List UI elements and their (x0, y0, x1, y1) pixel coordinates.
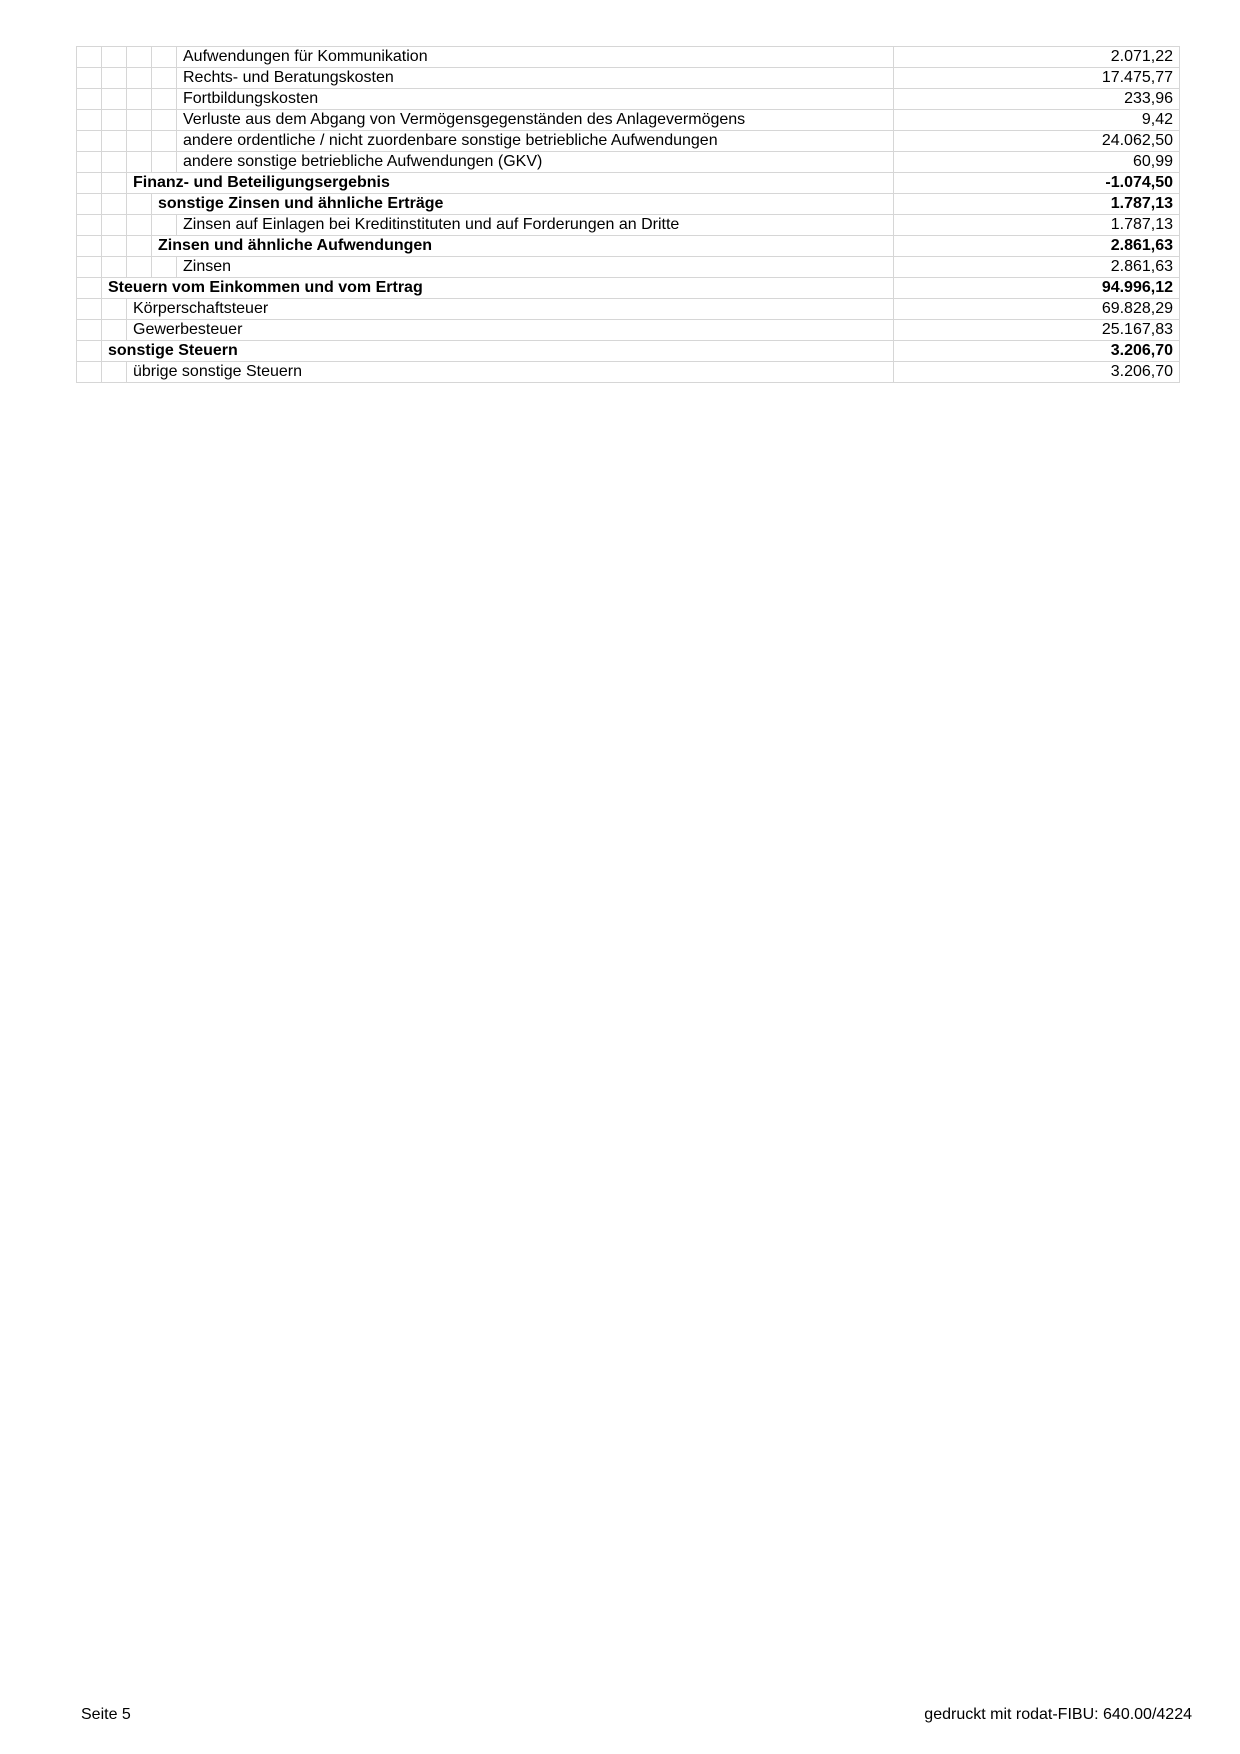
row-label: Fortbildungskosten (177, 89, 894, 110)
row-label: Zinsen (177, 257, 894, 278)
row-amount: 9,42 (894, 110, 1180, 131)
indent-cell (152, 215, 177, 236)
row-amount: 2.861,63 (894, 257, 1180, 278)
row-label: Zinsen und ähnliche Aufwendungen (152, 236, 894, 257)
indent-cell (127, 89, 152, 110)
indent-cell (77, 278, 102, 299)
indent-cell (77, 47, 102, 68)
indent-cell (127, 236, 152, 257)
table-row (77, 215, 1180, 236)
indent-cell (152, 110, 177, 131)
row-amount: 1.787,13 (894, 194, 1180, 215)
indent-cell (102, 68, 127, 89)
indent-cell (152, 47, 177, 68)
row-amount: 17.475,77 (894, 68, 1180, 89)
indent-cell (102, 236, 127, 257)
indent-cell (77, 215, 102, 236)
indent-cell (102, 131, 127, 152)
row-label: Aufwendungen für Kommunikation (177, 47, 894, 68)
row-label: Rechts- und Beratungskosten (177, 68, 894, 89)
table-row (77, 152, 1180, 173)
indent-cell (77, 173, 102, 194)
indent-cell (127, 110, 152, 131)
table-row (77, 236, 1180, 257)
indent-cell (102, 152, 127, 173)
row-label: Verluste aus dem Abgang von Vermögensgegenständen des Anlagevermögens (177, 110, 894, 131)
indent-cell (102, 215, 127, 236)
indent-cell (127, 131, 152, 152)
indent-cell (77, 89, 102, 110)
indent-cell (127, 194, 152, 215)
page-number: Seite 5 (81, 1706, 131, 1723)
indent-cell (77, 362, 102, 383)
row-amount: 60,99 (894, 152, 1180, 173)
indent-cell (77, 152, 102, 173)
row-amount: 2.071,22 (894, 47, 1180, 68)
row-label: sonstige Steuern (102, 341, 894, 362)
indent-cell (152, 257, 177, 278)
table-row (77, 299, 1180, 320)
indent-cell (102, 194, 127, 215)
row-label: Zinsen auf Einlagen bei Kreditinstituten und auf Forderungen an Dritte (177, 215, 894, 236)
indent-cell (77, 131, 102, 152)
table-row (77, 194, 1180, 215)
table-row (77, 89, 1180, 110)
row-amount: -1.074,50 (894, 173, 1180, 194)
table-row (77, 320, 1180, 341)
row-amount: 233,96 (894, 89, 1180, 110)
indent-cell (77, 320, 102, 341)
indent-cell (77, 110, 102, 131)
row-amount: 24.062,50 (894, 131, 1180, 152)
indent-cell (102, 47, 127, 68)
indent-cell (102, 299, 127, 320)
indent-cell (77, 236, 102, 257)
indent-cell (77, 299, 102, 320)
table-row (77, 362, 1180, 383)
row-amount: 69.828,29 (894, 299, 1180, 320)
row-label: andere ordentliche / nicht zuordenbare sonstige betriebliche Aufwendungen (177, 131, 894, 152)
indent-cell (127, 47, 152, 68)
indent-cell (102, 173, 127, 194)
indent-cell (152, 68, 177, 89)
indent-cell (102, 110, 127, 131)
table-row (77, 110, 1180, 131)
indent-cell (102, 257, 127, 278)
table-row (77, 341, 1180, 362)
printed-by-note: gedruckt mit rodat-FIBU: 640.00/4224 (924, 1706, 1192, 1723)
indent-cell (127, 152, 152, 173)
row-amount: 2.861,63 (894, 236, 1180, 257)
indent-cell (77, 194, 102, 215)
indent-cell (127, 215, 152, 236)
row-label: Gewerbesteuer (127, 320, 894, 341)
indent-cell (102, 362, 127, 383)
indent-cell (77, 68, 102, 89)
row-label: andere sonstige betriebliche Aufwendungen (GKV) (177, 152, 894, 173)
income-statement-table (76, 46, 1180, 383)
row-label: Körperschaftsteuer (127, 299, 894, 320)
table-row (77, 131, 1180, 152)
table-row (77, 173, 1180, 194)
indent-cell (77, 257, 102, 278)
indent-cell (77, 341, 102, 362)
row-amount: 3.206,70 (894, 362, 1180, 383)
table-row (77, 278, 1180, 299)
table-row (77, 257, 1180, 278)
row-label: Steuern vom Einkommen und vom Ertrag (102, 278, 894, 299)
row-amount: 3.206,70 (894, 341, 1180, 362)
indent-cell (152, 152, 177, 173)
row-label: sonstige Zinsen und ähnliche Erträge (152, 194, 894, 215)
table-row (77, 47, 1180, 68)
indent-cell (152, 131, 177, 152)
indent-cell (127, 68, 152, 89)
row-amount: 25.167,83 (894, 320, 1180, 341)
row-amount: 1.787,13 (894, 215, 1180, 236)
row-amount: 94.996,12 (894, 278, 1180, 299)
indent-cell (102, 320, 127, 341)
indent-cell (102, 89, 127, 110)
row-label: übrige sonstige Steuern (127, 362, 894, 383)
indent-cell (152, 89, 177, 110)
income-statement-body (77, 47, 1180, 383)
row-label: Finanz- und Beteiligungsergebnis (127, 173, 894, 194)
indent-cell (127, 257, 152, 278)
table-row (77, 68, 1180, 89)
